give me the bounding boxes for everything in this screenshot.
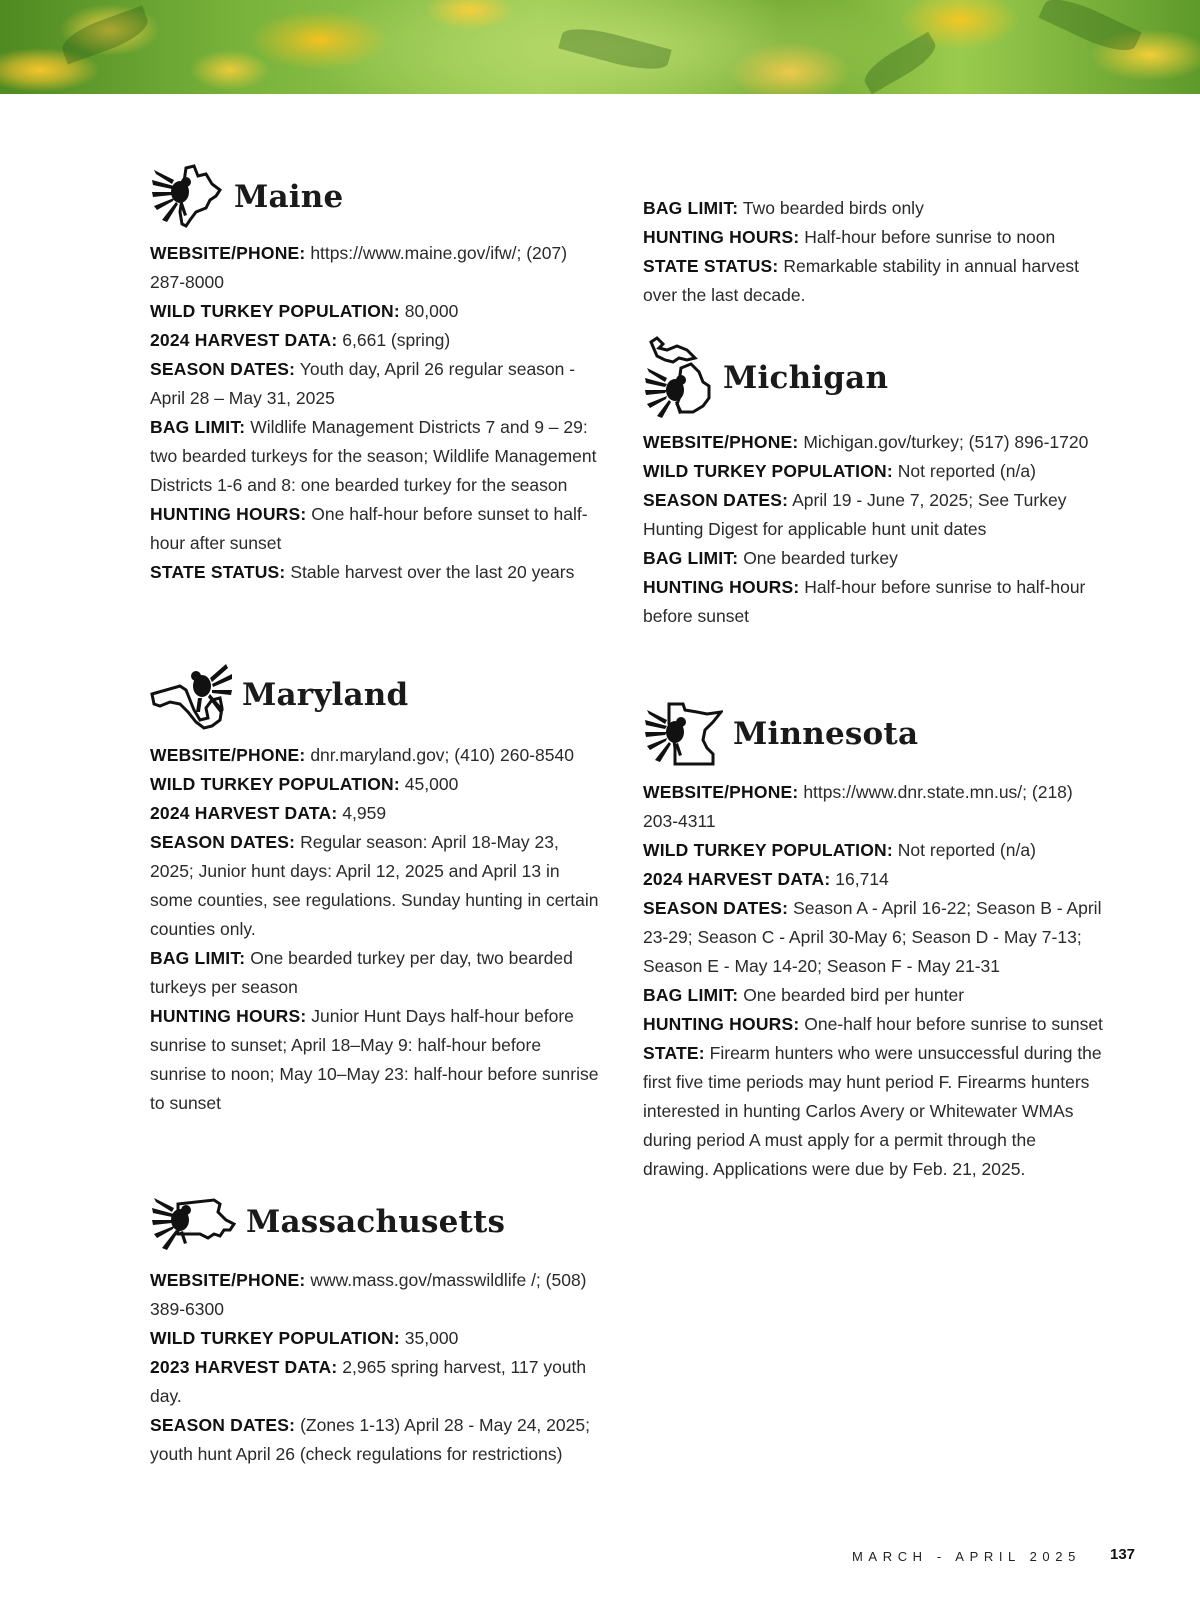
maryland-hunting-hours: HUNTING HOURS: Junior Hunt Days half-hour before sunrise to sunset; April 18–May 9: half-hour before sunrise to noon; May 10–May 23: half-hour before sunrise to sunset <box>150 1006 599 1113</box>
state-header-maryland <box>150 660 408 730</box>
state-header-maine <box>150 162 343 232</box>
michigan-turkey-icon <box>643 336 713 420</box>
maine-turkey-icon <box>150 162 224 232</box>
massachusetts-details-continued <box>643 194 1103 310</box>
michigan-bag-limit: BAG LIMIT: One bearded turkey <box>643 548 898 568</box>
minnesota-turkey-icon <box>643 700 723 768</box>
maine-website-phone: WEBSITE/PHONE: https://www.maine.gov/ifw/; (207) 287-8000 <box>150 243 568 292</box>
massachusetts-turkey-icon <box>150 1190 236 1254</box>
massachusetts-population: WILD TURKEY POPULATION: 35,000 <box>150 1328 459 1348</box>
massachusetts-bag-limit: BAG LIMIT: Two bearded birds only <box>643 198 924 218</box>
state-header-michigan <box>643 336 888 420</box>
maryland-turkey-icon <box>150 660 232 730</box>
maryland-bag-limit: BAG LIMIT: One bearded turkey per day, two bearded turkeys per season <box>150 948 573 997</box>
maine-harvest: 2024 HARVEST DATA: 6,661 (spring) <box>150 330 451 350</box>
massachusetts-hunting-hours: HUNTING HOURS: Half-hour before sunrise to noon <box>643 227 1056 247</box>
maine-hunting-hours: HUNTING HOURS: One half-hour before sunset to half-hour after sunset <box>150 504 588 553</box>
state-title-massachusetts: Massachusetts <box>246 1204 506 1240</box>
massachusetts-details <box>150 1266 600 1469</box>
state-title-maine: Maine <box>234 179 344 215</box>
state-header-minnesota <box>643 700 918 768</box>
massachusetts-harvest: 2023 HARVEST DATA: 2,965 spring harvest, 117 youth day. <box>150 1357 587 1406</box>
header-photo-banner <box>0 0 1200 94</box>
michigan-details <box>643 428 1103 631</box>
michigan-population: WILD TURKEY POPULATION: Not reported (n/a) <box>643 461 1036 481</box>
maine-season-dates: SEASON DATES: Youth day, April 26 regular season - April 28 – May 31, 2025 <box>150 359 576 408</box>
maryland-population: WILD TURKEY POPULATION: 45,000 <box>150 774 459 794</box>
page-number: 137 <box>1110 1546 1136 1563</box>
state-header-massachusetts <box>150 1190 505 1254</box>
issue-date: MARCH - APRIL 2025 <box>852 1549 1081 1564</box>
minnesota-bag-limit: BAG LIMIT: One bearded bird per hunter <box>643 985 965 1005</box>
michigan-season-dates: SEASON DATES: April 19 - June 7, 2025; See Turkey Hunting Digest for applicable hunt unit dates <box>643 490 1067 539</box>
minnesota-website-phone: WEBSITE/PHONE: https://www.dnr.state.mn.us/; (218) 203-4311 <box>643 782 1073 831</box>
maine-state-status: STATE STATUS: Stable harvest over the last 20 years <box>150 562 575 582</box>
maryland-harvest: 2024 HARVEST DATA: 4,959 <box>150 803 387 823</box>
minnesota-hunting-hours: HUNTING HOURS: One-half hour before sunrise to sunset <box>643 1014 1103 1034</box>
maryland-website-phone: WEBSITE/PHONE: dnr.maryland.gov; (410) 260-8540 <box>150 745 574 765</box>
minnesota-population: WILD TURKEY POPULATION: Not reported (n/a) <box>643 840 1036 860</box>
minnesota-harvest: 2024 HARVEST DATA: 16,714 <box>643 869 889 889</box>
massachusetts-website-phone: WEBSITE/PHONE: www.mass.gov/masswildlife /; (508) 389-6300 <box>150 1270 587 1319</box>
michigan-website-phone: WEBSITE/PHONE: Michigan.gov/turkey; (517) 896-1720 <box>643 432 1089 452</box>
minnesota-state-note: STATE: Firearm hunters who were unsuccessful during the first five time periods may hunt period F. Firearms hunters interested in hunting Carlos Avery or Whitewater WMAs during period A must apply for a permit through the drawing. Applications were due by Feb. 21, 2025. <box>643 1043 1102 1179</box>
state-title-maryland: Maryland <box>242 677 409 713</box>
maine-details <box>150 239 600 587</box>
maine-bag-limit: BAG LIMIT: Wildlife Management Districts 7 and 9 – 29: two bearded turkeys for the season; Wildlife Management Districts 1-6 and 8: one bearded turkey for the season <box>150 417 597 495</box>
michigan-hunting-hours: HUNTING HOURS: Half-hour before sunrise to half-hour before sunset <box>643 577 1086 626</box>
massachusetts-season-dates: SEASON DATES: (Zones 1-13) April 28 - May 24, 2025; youth hunt April 26 (check regulations for restrictions) <box>150 1415 590 1464</box>
state-title-michigan: Michigan <box>723 360 889 396</box>
maryland-details <box>150 741 600 1118</box>
state-title-minnesota: Minnesota <box>733 716 919 752</box>
minnesota-details <box>643 778 1103 1184</box>
maine-population: WILD TURKEY POPULATION: 80,000 <box>150 301 459 321</box>
minnesota-season-dates: SEASON DATES: Season A - April 16-22; Season B - April 23-29; Season C - April 30-May 6; Season D - May 7-13; Season E - May 14-20; Season F - May 21-31 <box>643 898 1102 976</box>
maryland-season-dates: SEASON DATES: Regular season: April 18-May 23, 2025; Junior hunt days: April 12, 2025 and April 13 in some counties, see regulations. Sunday hunting in certain counties only. <box>150 832 599 939</box>
massachusetts-state-status: STATE STATUS: Remarkable stability in annual harvest over the last decade. <box>643 256 1080 305</box>
